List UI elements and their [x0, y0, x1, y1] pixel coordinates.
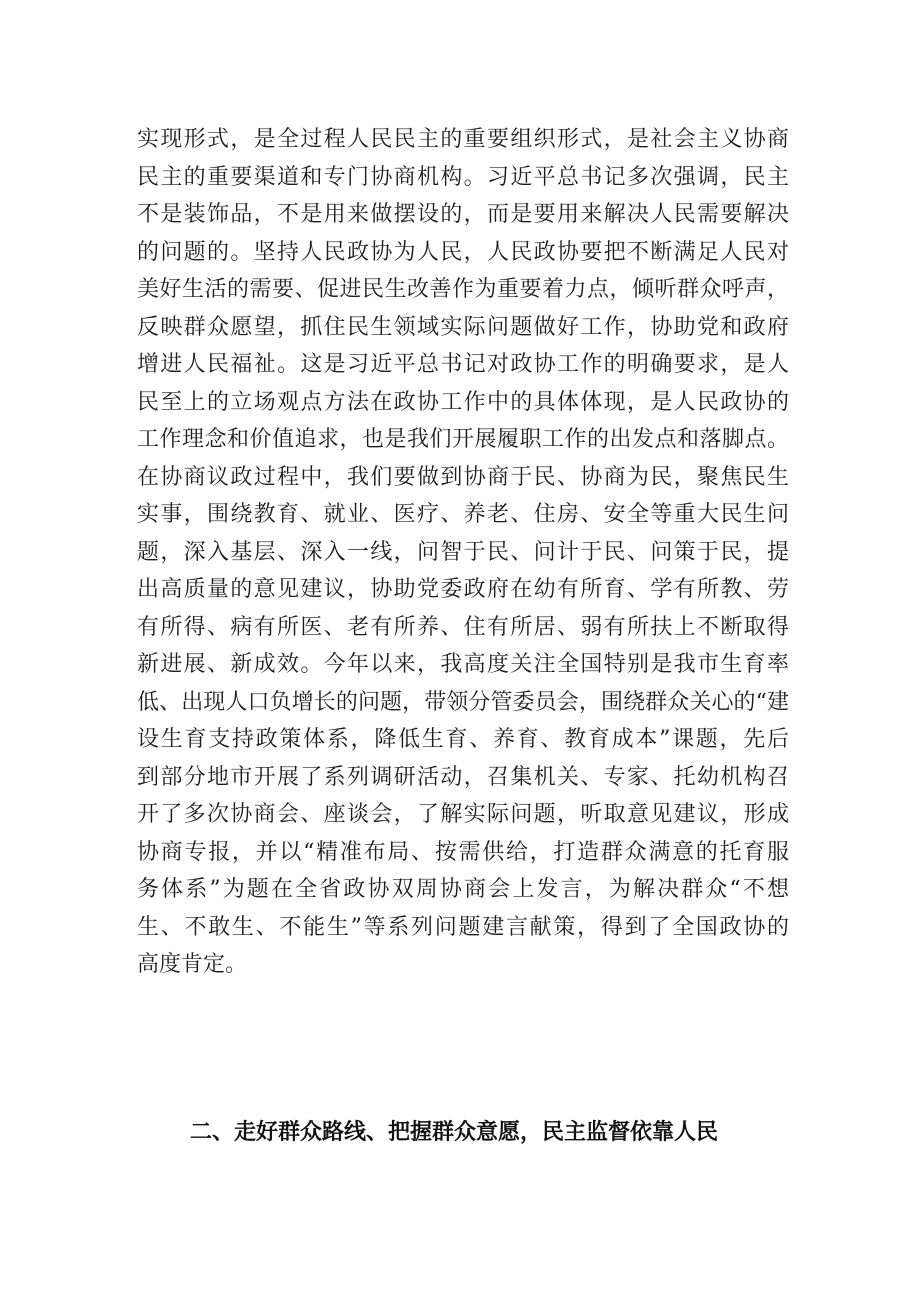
paragraph-line: 实现形式，是全过程人民民主的重要组织形式，是社会主义协商	[137, 127, 789, 152]
paragraph-line: 增进人民福祉。这是习近平总书记对政协工作的明确要求，是人	[137, 352, 789, 377]
paragraph-line: 低、出现人口负增长的问题，带领分管委员会，围绕群众关心的“建	[137, 689, 789, 715]
paragraph-line: 民主的重要渠道和专门协商机构。习近平总书记多次强调，民主	[137, 164, 789, 190]
paragraph-line: 反映群众愿望，抓住民生领域实际问题做好工作，协助党和政府	[137, 314, 789, 340]
paragraph-line: 的问题的。坚持人民政协为人民，人民政协要把不断满足人民对	[137, 239, 789, 265]
paragraph-line: 到部分地市开展了系列调研活动，召集机关、专家、托幼机构召	[137, 764, 789, 790]
paragraph-line: 新进展、新成效。今年以来，我高度关注全国特别是我市生育率	[137, 652, 789, 677]
paragraph-line: 实事，围绕教育、就业、医疗、养老、住房、安全等重大民生问	[137, 502, 789, 527]
paragraph-line: 高度肯定。	[137, 952, 248, 977]
paragraph-line: 题，深入基层、深入一线，问智于民、问计于民、问策于民，提	[137, 539, 789, 565]
body-paragraph	[137, 121, 789, 984]
paragraph-line: 务体系”为题在全省政协双周协商会上发言，为解决群众“不想	[137, 877, 789, 902]
paragraph-line: 设生育支持政策体系，降低生育、养育、教育成本”课题，先后	[137, 727, 789, 752]
paragraph-line: 民至上的立场观点方法在政协工作中的具体体现，是人民政协的	[137, 389, 789, 415]
paragraph-line: 出高质量的意见建议，协助党委政府在幼有所育、学有所教、劳	[137, 577, 789, 602]
paragraph-line: 在协商议政过程中，我们要做到协商于民、协商为民，聚焦民生	[137, 464, 789, 490]
paragraph-line: 有所得、病有所医、老有所养、住有所居、弱有所扶上不断取得	[137, 614, 789, 640]
paragraph-line: 美好生活的需要、促进民生改善作为重要着力点，倾听群众呼声，	[137, 277, 789, 302]
paragraph-line: 生、不敢生、不能生”等系列问题建言献策，得到了全国政协的	[137, 914, 789, 940]
paragraph-line: 工作理念和价值追求，也是我们开展履职工作的出发点和落脚点。	[137, 427, 789, 452]
paragraph-line: 协商专报，并以“精准布局、按需供给，打造群众满意的托育服	[137, 839, 789, 865]
paragraph-line: 开了多次协商会、座谈会，了解实际问题，听取意见建议，形成	[137, 802, 789, 827]
section-heading: 二、走好群众路线、把握群众意愿，民主监督依靠人民	[190, 1120, 719, 1145]
paragraph-line: 不是装饰品，不是用来做摆设的，而是要用来解决人民需要解决	[137, 202, 789, 227]
